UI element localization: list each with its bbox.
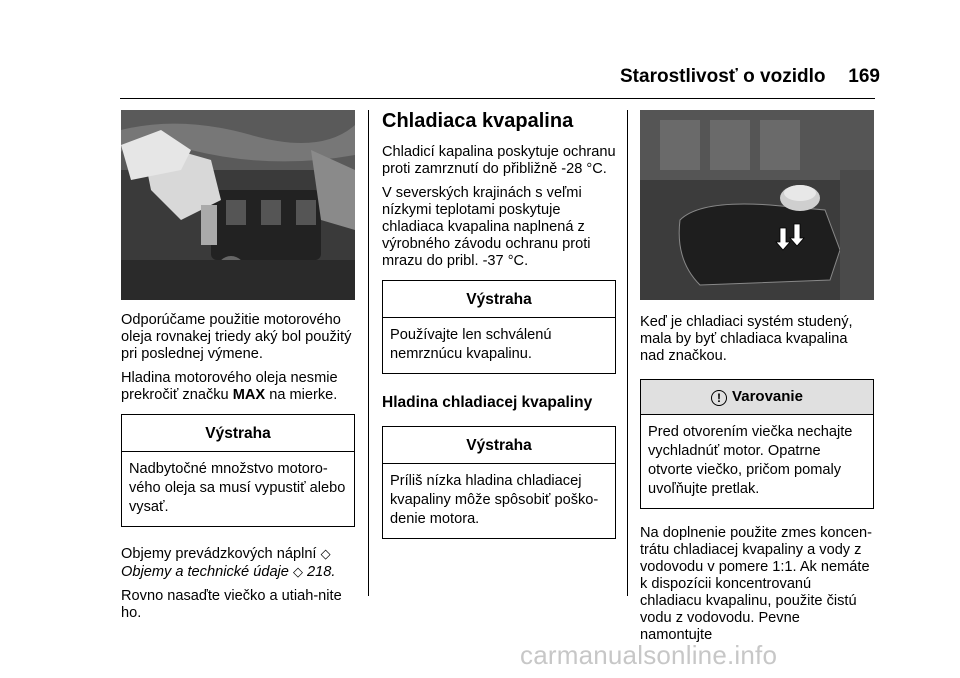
oil-level-text-pre: Hladina motorového oleja nesmie prekročiť značku bbox=[121, 370, 338, 403]
page-number: 169 bbox=[848, 66, 880, 87]
capacities-link[interactable]: Objemy a technické údaje bbox=[121, 564, 289, 580]
column-3 bbox=[640, 110, 874, 651]
capacities-reference: Objemy prevádzkových náplní ◇ Objemy a technické údaje ◇ 218. bbox=[121, 546, 336, 580]
coolant-reservoir-photo bbox=[640, 110, 874, 300]
caution-box-text: Nadbytočné množstvo motoro-vého oleja sa musí vypustiť alebo vysať. bbox=[129, 461, 346, 515]
warning-icon: ! bbox=[711, 390, 727, 406]
section-title: Starostlivosť o vozidlo bbox=[620, 66, 826, 87]
caution-box-antifreeze bbox=[382, 280, 616, 374]
caution-box-heading: Výstraha bbox=[122, 415, 354, 452]
caution-box-oil bbox=[121, 414, 355, 527]
column-1 bbox=[121, 110, 355, 629]
coolant-mix-text: Na doplnenie použite zmes koncen-trátu chladiacej kvapaliny a vody z vodovodu v pomere 1:1. Ak nemáte k dispozícii koncentrovanú chladiacu kvapalinu, použite čistú vodu z vodovodu. Pevne namontujte bbox=[640, 525, 873, 643]
caution-box-text: Príliš nízka hladina chladiacej kvapaliny môže spôsobiť poško-denie motora. bbox=[390, 473, 599, 527]
reference-icon: ◇ bbox=[292, 564, 303, 579]
caution-box-low-coolant bbox=[382, 426, 616, 539]
warning-box-title: Varovanie bbox=[732, 388, 803, 405]
column-divider-2 bbox=[627, 110, 628, 596]
watermark: carmanualsonline.info bbox=[520, 640, 778, 670]
oil-level-text-post: na mierke. bbox=[265, 387, 338, 403]
coolant-protection-text: Chladicí kapalina poskytuje ochranu proti zamrznutí do přibližně -28 °C. bbox=[382, 144, 616, 177]
oil-level-text bbox=[121, 370, 355, 404]
coolant-nordic-text: V severských krajinách s veľmi nízkymi teplotami poskytuje chladiaca kvapalina naplnená z výrobného závodu ochranu proti mrazu do pribl. -37 °C. bbox=[382, 185, 591, 269]
column-divider-1 bbox=[368, 110, 369, 596]
reference-icon: ◇ bbox=[320, 546, 331, 561]
caution-box-heading: Výstraha bbox=[383, 427, 615, 464]
coolant-cold-level-text: Keď je chladiaci systém studený, mala by byť chladiaca kvapalina nad značkou. bbox=[640, 314, 853, 364]
engine-oil-filling-photo bbox=[121, 110, 355, 300]
coolant-reservoir-image bbox=[640, 110, 874, 300]
column-2 bbox=[382, 110, 616, 553]
page-header bbox=[620, 66, 880, 96]
cap-tighten-text: Rovno nasaďte viečko a utiah-nite ho. bbox=[121, 588, 342, 621]
header-divider bbox=[120, 98, 875, 99]
warning-box-cap bbox=[640, 379, 874, 509]
capacities-page-ref[interactable]: 218 bbox=[307, 564, 332, 580]
oil-grade-text: Odporúčame použitie motorového oleja rovnakej triedy aký bol použitý pri poslednej výmene. bbox=[121, 312, 352, 362]
warning-box-text: Pred otvorením viečka nechajte vychladnúť motor. Opatrne otvorte viečko, pričom pomaly uvoľňujte pretlak. bbox=[648, 424, 853, 497]
coolant-heading: Chladiaca kvapalina bbox=[382, 110, 574, 132]
engine-oil-image bbox=[121, 110, 355, 300]
caution-box-heading: Výstraha bbox=[383, 281, 615, 318]
capacities-text: Objemy prevádzkových náplní bbox=[121, 546, 317, 562]
caution-box-text: Používajte len schválenú nemrznúcu kvapalinu. bbox=[390, 327, 552, 362]
coolant-level-heading: Hladina chladiacej kvapaliny bbox=[382, 394, 593, 411]
oil-level-max-mark: MAX bbox=[232, 387, 266, 403]
warning-box-heading bbox=[641, 380, 873, 415]
